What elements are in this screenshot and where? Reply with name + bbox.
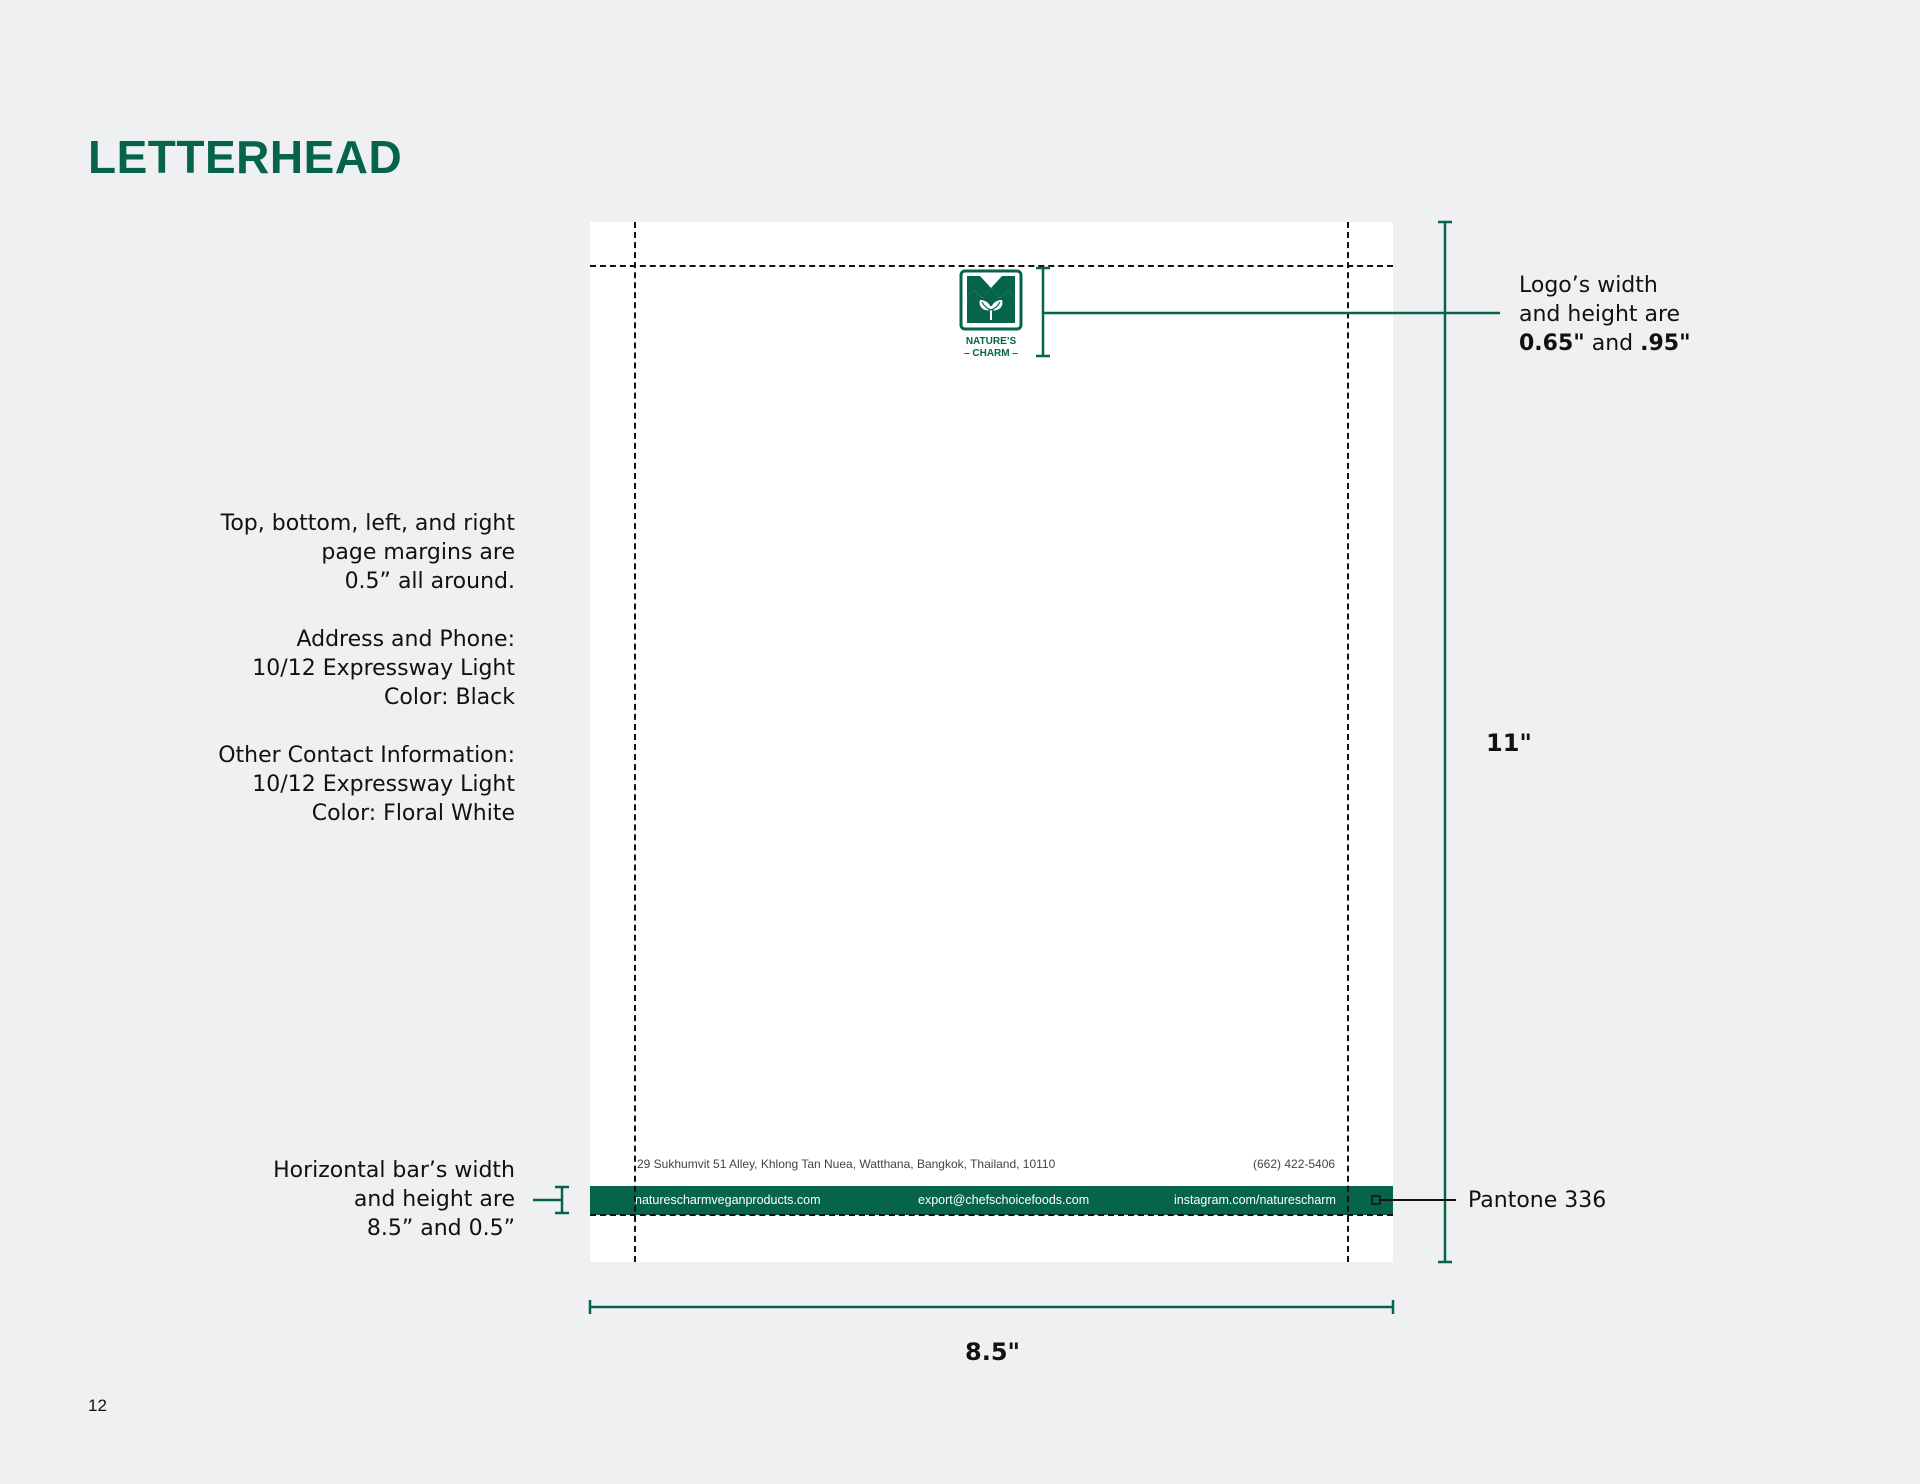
- address-phone-note-line: Address and Phone:: [296, 627, 515, 652]
- logo-size-values: [1519, 329, 1691, 358]
- logo-dimension-callout: [1036, 268, 1500, 356]
- logo-size-note-line: Logo’s width: [1519, 273, 1658, 298]
- width-dimension-line: [590, 1300, 1393, 1314]
- other-contact-note-line: Other Contact Information:: [218, 743, 515, 768]
- pantone-callout: [1372, 1196, 1456, 1204]
- margins-note-line: page margins are: [321, 540, 515, 565]
- bar-email: export@chefschoicefoods.com: [918, 1193, 1090, 1207]
- bar-instagram: instagram.com/naturescharm: [1174, 1193, 1336, 1207]
- other-contact-note-line: Color: Floral White: [311, 801, 515, 826]
- bar-website: naturescharmveganproducts.com: [635, 1193, 821, 1207]
- logo-size-note: [1519, 271, 1691, 358]
- bar-height-bracket: [533, 1187, 569, 1213]
- logo-size-conjunction: and: [1584, 331, 1641, 356]
- width-dimension-label: 8.5": [965, 1338, 1021, 1366]
- address-phone-note-line: Color: Black: [384, 685, 515, 710]
- bar-size-note-line: and height are: [353, 1187, 515, 1212]
- bar-size-note-line: 8.5” and 0.5”: [366, 1216, 515, 1241]
- page-title: LETTERHEAD: [88, 131, 403, 183]
- letterhead-address: 29 Sukhumvit 51 Alley, Khlong Tan Nuea, Watthana, Bangkok, Thailand, 10110: [637, 1157, 1056, 1171]
- pantone-label: Pantone 336: [1468, 1188, 1607, 1213]
- margins-note-line: Top, bottom, left, and right: [220, 511, 515, 536]
- logo-wordmark-line: NATURE’S: [965, 336, 1017, 347]
- logo-height-value: .95": [1640, 331, 1691, 356]
- height-dimension-label: 11": [1486, 729, 1532, 757]
- logo-wordmark-line: – CHARM –: [964, 348, 1018, 359]
- bar-size-note-line: Horizontal bar’s width: [273, 1158, 515, 1183]
- letterhead-phone: (662) 422-5406: [1253, 1157, 1336, 1171]
- height-dimension-line: [1438, 222, 1452, 1262]
- other-contact-note-line: 10/12 Expressway Light: [252, 772, 515, 797]
- logo-size-note-line: and height are: [1519, 302, 1681, 327]
- page-number: 12: [88, 1396, 107, 1415]
- address-phone-note-line: 10/12 Expressway Light: [252, 656, 515, 681]
- margins-note-line: 0.5” all around.: [344, 569, 515, 594]
- logo-width-value: 0.65": [1519, 331, 1585, 356]
